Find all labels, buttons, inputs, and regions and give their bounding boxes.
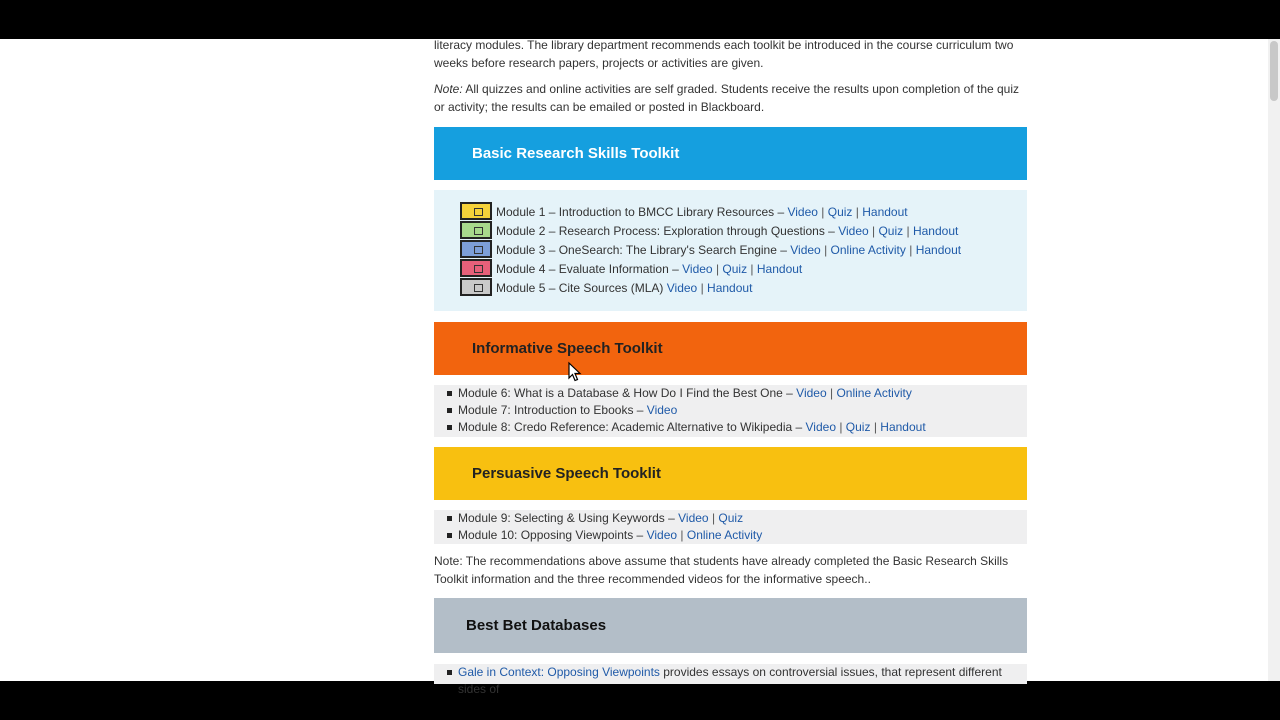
list-item [434,385,1027,402]
module-3-handout-link[interactable]: Handout [915,243,962,257]
module-5-video-link[interactable]: Video [666,281,698,295]
separator: | [820,243,831,257]
module-5-row [496,279,752,298]
separator: | [826,386,837,400]
informative-toolkit-banner [434,322,1027,375]
separator: | [870,420,881,434]
module-label: Module 2 – Research Process: Exploration through Questions – [496,224,839,238]
module-label: Module 4 – Evaluate Information – [496,262,683,276]
module-8-video-link[interactable]: Video [805,420,836,434]
persuasive-toolkit-list [434,510,1027,544]
list-item [434,664,1027,696]
separator: | [817,205,828,219]
basic-toolkit-banner [434,127,1027,180]
evaluate-icon-glyph [474,265,483,273]
list-item [434,419,1027,436]
magnifier-icon [460,221,492,239]
separator: | [747,262,757,276]
module-4-quiz-link[interactable]: Quiz [722,262,748,276]
module-4-row [496,260,802,279]
informative-toolkit-title: Informative Speech Toolkit [472,340,663,357]
module-2-handout-link[interactable]: Handout [912,224,959,238]
module-1-quiz-link[interactable]: Quiz [827,205,853,219]
module-label: Module 1 – Introduction to BMCC Library Resources – [496,205,788,219]
module-label: Module 9: Selecting & Using Keywords – [458,511,679,525]
library-icon [460,202,492,220]
database-icon [460,240,492,258]
module-10-video-link[interactable]: Video [646,528,678,542]
separator: | [903,224,913,238]
module-6-online-activity-link[interactable]: Online Activity [836,386,912,400]
module-label: Module 8: Credo Reference: Academic Alternative to Wikipedia – [458,420,806,434]
best-bet-list [434,664,1027,696]
module-label: Module 6: What is a Database & How Do I Find the Best One – [458,386,797,400]
module-8-handout-link[interactable]: Handout [880,420,926,434]
library-icon-glyph [474,208,483,216]
separator: | [836,420,846,434]
cite-icon [460,278,492,296]
module-2-row [496,222,958,241]
separator: | [697,281,708,295]
browser-viewport [0,38,1280,696]
cite-icon-glyph [474,284,483,292]
vertical-scrollbar[interactable] [1268,39,1280,681]
basic-toolkit-title: Basic Research Skills Toolkit [472,145,680,162]
module-7-video-link[interactable]: Video [646,403,678,417]
gale-link[interactable]: Gale in Context: Opposing Viewpoints [458,665,660,679]
list-item [434,510,1027,527]
gale-description: provides essays on controversial issues, that represent different sides of [458,665,1002,696]
evaluate-icon [460,259,492,277]
note-label: Note: [434,82,463,96]
list-item [434,527,1027,544]
database-icon-glyph [474,246,483,254]
intro-paragraph: literacy modules. The library department recommends each toolkit be introduced in the course curriculum two weeks before research papers, projects or activities are given. [434,38,1014,70]
module-4-handout-link[interactable]: Handout [756,262,803,276]
module-3-row [496,241,961,260]
module-8-quiz-link[interactable]: Quiz [845,420,871,434]
recommendation-note: Note: The recommendations above assume that students have already completed the Basic Research Skills Toolkit information and the three recommended videos for the informative speech.. [434,554,1009,586]
informative-toolkit-list [434,385,1027,437]
basic-toolkit-box [434,190,1027,311]
persuasive-toolkit-title: Persuasive Speech Tooklit [472,465,661,482]
separator: | [852,205,863,219]
module-6-video-link[interactable]: Video [796,386,827,400]
module-1-video-link[interactable]: Video [787,205,818,219]
persuasive-toolkit-banner [434,447,1027,500]
module-3-online-activity-link[interactable]: Online Activity [830,243,906,257]
magnifier-icon-glyph [474,227,483,235]
module-label: Module 7: Introduction to Ebooks – [458,403,647,417]
scrollbar-thumb[interactable] [1270,41,1278,101]
mouse-cursor-icon [568,362,582,382]
separator: | [712,262,723,276]
module-2-video-link[interactable]: Video [838,224,869,238]
module-1-row [496,203,908,222]
best-bet-banner [434,598,1027,653]
module-label: Module 10: Opposing Viewpoints – [458,528,647,542]
module-3-video-link[interactable]: Video [790,243,821,257]
module-10-online-activity-link[interactable]: Online Activity [686,528,763,542]
note-paragraph [434,81,1027,116]
module-9-quiz-link[interactable]: Quiz [718,511,744,525]
module-2-quiz-link[interactable]: Quiz [878,224,904,238]
list-item [434,402,1027,419]
module-4-video-link[interactable]: Video [682,262,713,276]
separator: | [905,243,916,257]
best-bet-title: Best Bet Databases [466,617,607,634]
separator: | [677,528,687,542]
module-label: Module 3 – OneSearch: The Library's Search Engine – [496,243,791,257]
module-1-handout-link[interactable]: Handout [862,205,908,219]
separator: | [708,511,719,525]
module-label: Module 5 – Cite Sources (MLA) [496,281,667,295]
note-text: All quizzes and online activities are self graded. Students receive the results upon completion of the quiz or activity; the results can be emailed or posted in Blackboard. [434,82,1020,114]
module-5-handout-link[interactable]: Handout [707,281,753,295]
module-9-video-link[interactable]: Video [678,511,709,525]
separator: | [868,224,879,238]
